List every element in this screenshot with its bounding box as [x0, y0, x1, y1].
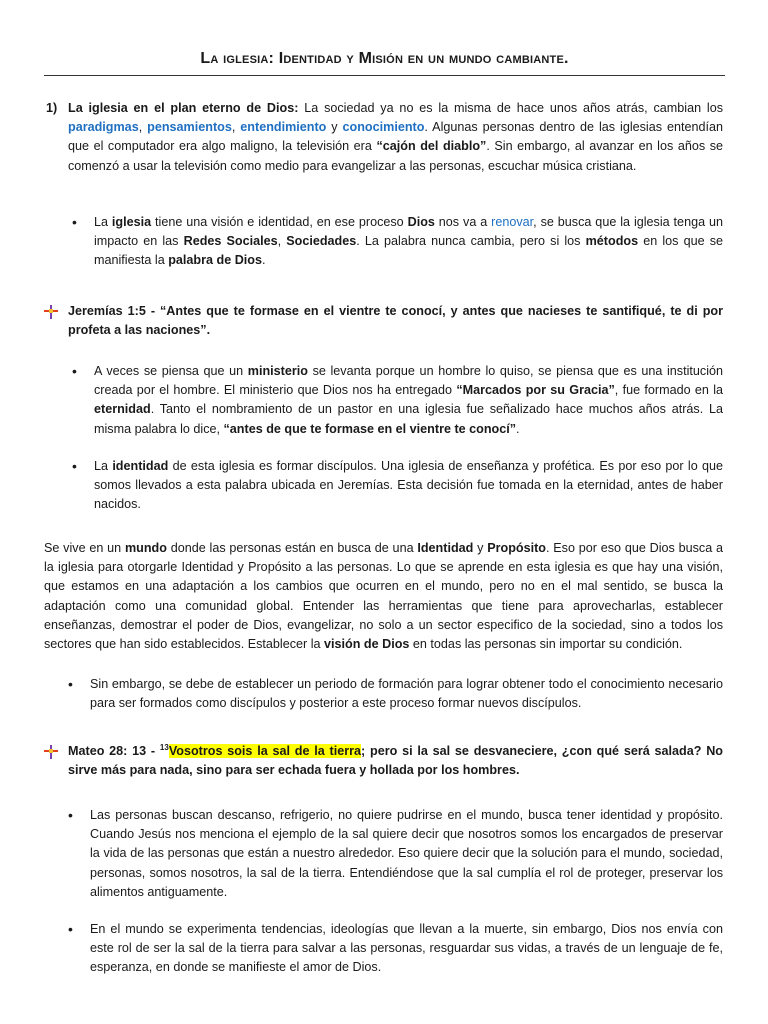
bullet-item: Sin embargo, se debe de establecer un periodo de formación para lograr obtener todo el conocimiento necesario para ser formados como discípulos y posterior a este proceso formar nuevos discípulos.	[90, 677, 723, 711]
section-number: 1)	[46, 101, 58, 115]
bullet-icon: •	[68, 807, 73, 823]
bullet-icon: •	[68, 676, 73, 692]
page-title: La iglesia: Identidad y Misión en un mundo cambiante.	[200, 50, 569, 67]
bullet-icon: •	[72, 214, 77, 230]
pushpin-flag-icon	[44, 305, 58, 319]
bullet-item: En el mundo se experimenta tendencias, ideologías que llevan a la muerte, sin embargo, Dios nos envía con este rol de ser la sal de la tierra para salvar a las personas, resguardar sus vidas, a través de un lenguaje de fe, esperanza, en donde se manifieste el amor de Dios.	[90, 922, 723, 975]
verse-jeremias: Jeremías 1:5 - “Antes que te formase en el vientre te conocí, y antes que nacieses te santifiqué, te di por profeta a las naciones”.	[68, 304, 723, 338]
bullet-icon: •	[72, 363, 77, 379]
highlighted-verse: Vosotros sois la sal de la tierra	[168, 744, 362, 758]
bullet-item: La identidad de esta iglesia es formar discípulos. Una iglesia de enseñanza y profética. Es por eso por lo que somos llevados a esta palabra ubicada en Jeremías. Esta decisión fue tomada en la eternidad, antes de haber nacidos.	[94, 459, 724, 512]
title-divider	[44, 75, 725, 76]
bullet-item: Las personas buscan descanso, refrigerio, no quiere pudrirse en el mundo, busca tener identidad y propósito. Cuando Jesús nos menciona el ejemplo de la sal quiere decir que nosotros somos los encargados de preservar la vida de las personas que están a nuestro alrededor. Eso quiere decir que la solución para el mundo, sociedad, personas, somos nosotros, la sal de la tierra. Entendiéndose que la sal cumplía el rol de proteger, preservar los alimentos antiguamente.	[90, 808, 723, 899]
verse-mateo: Mateo 28: 13 - $^{13}$Vosotros sois la sal de la tierra; pero si la sal se desvaneciere, ¿con qué será salada? No sirve más para nada, sino para ser echada fuera y hollada por los hombres.	[68, 742, 723, 778]
bullet-item: A veces se piensa que un ministerio se levanta porque un hombre lo quiso, se piensa que es una institución creada por el hombre. El ministerio que Dios nos ha entregado “Marcados por su Gracia”, fue formado en la eternidad. Tanto el nombramiento de un pastor en una iglesia fue señalizado hace muchos años atrás. La misma palabra lo dice, “antes de que te formase en el vientre te conocí”.	[94, 364, 724, 436]
body-paragraph: Se vive en un mundo donde las personas están en busca de una Identidad y Propósito. Eso por eso que Dios busca a la iglesia para otorgarle Identidad y Propósito a las personas. Lo que se aprende en esta iglesia es que hay una visión, que estamos en una adaptación a los cambios que ocurren en el mundo, pero no en el mal sentido, se busca la adaptación como una comunidad global. Entender las herramientas que tiene para aprovecharlas, establecer enseñanzas, demostrar el poder de Dios, evangelizar, no solo a un sector especifico de la sociedad, sino a todos los sectores que han sido establecidos. Establecer la visión de Dios en todas las personas sin importar su condición.	[44, 541, 724, 652]
pushpin-flag-icon	[44, 745, 58, 759]
bullet-icon: •	[68, 921, 73, 937]
bullet-item: La iglesia tiene una visión e identidad, en ese proceso Dios nos va a renovar, se busca que la iglesia tenga un impacto en las Redes Sociales, Sociedades. La palabra nunca cambia, pero si los métodos en los que se manifiesta la palabra de Dios.	[94, 215, 724, 268]
bullet-icon: •	[72, 458, 77, 474]
section-1-paragraph: La iglesia en el plan eterno de Dios: La sociedad ya no es la misma de hace unos años atrás, cambian los paradigmas, pensamientos, entendimiento y conocimiento. Algunas personas dentro de las iglesias entendían que el computador era algo maligno, la televisión era “cajón del diablo”. Sin embargo, al avanzar en los años se comenzó a usar la televisión como medio para evangelizar a las personas, escuchar música cristiana.	[68, 101, 724, 173]
